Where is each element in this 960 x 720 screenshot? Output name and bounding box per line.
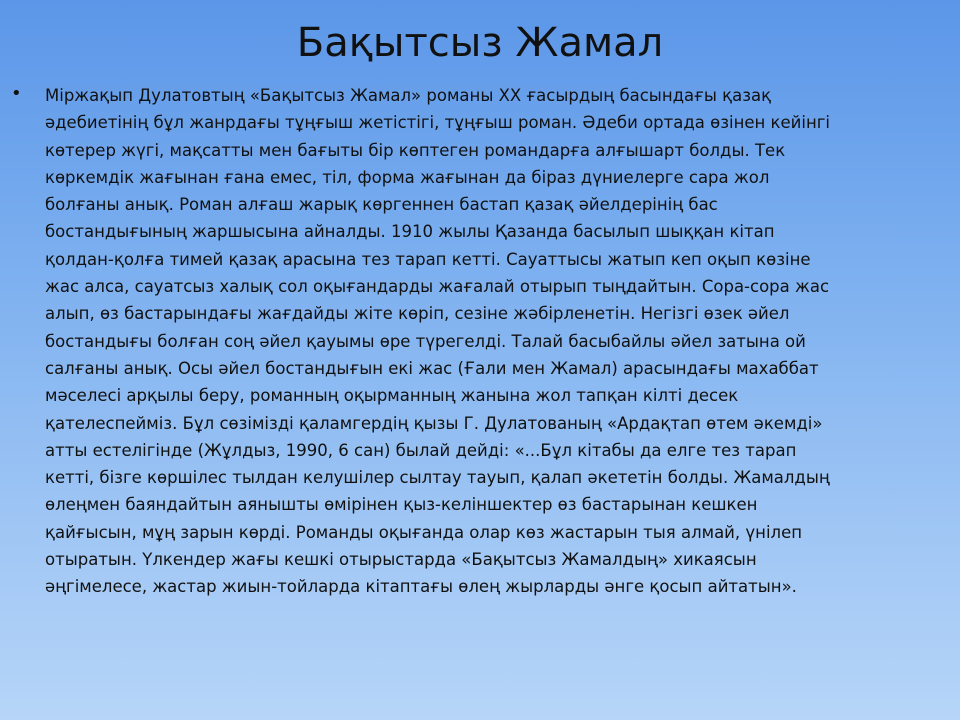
paragraph-line: болғаны анық. Роман алғаш жарық көргеннен бастап қазақ әйелдерінің бас xyxy=(45,195,718,215)
bullet-marker: • xyxy=(11,83,22,104)
paragraph-line: қателеспейміз. Бұл сөзімізді қаламгердің қызы Г. Дулатованың «Ардақтап өтем әкемді» xyxy=(45,413,823,433)
paragraph-line: кетті, бізге көршілес тылдан келушілер сылтау тауып, қалап әкететін болды. Жамалдың xyxy=(45,468,830,488)
paragraph-line: бостандығының жаршысына айналды. 1910 жылы Қазанда басылып шыққан кітап xyxy=(45,222,775,242)
paragraph-line: мәселесі арқылы беру, романның оқырманның жанына жол тапқан кілті десек xyxy=(45,386,739,406)
paragraph-line: қайғысын, мұң зарын көрді. Романды оқығанда олар көз жастарын тыя алмай, үнілеп xyxy=(45,522,803,542)
paragraph-line: бостандығы болған соң әйел қауымы өре түрегелді. Талай басыбайлы әйел затына ой xyxy=(45,331,806,351)
paragraph-line: отыратын. Үлкендер жағы кешкі отырыстарда «Бақытсыз Жамалдың» хикаясын xyxy=(45,550,757,570)
paragraph-line: атты естелігінде (Жұлдыз, 1990, 6 сан) былай дейді: «...Бұл кітабы да елге тез тарап xyxy=(45,440,797,460)
paragraph-line: қолдан-қолға тимей қазақ арасына тез тарап кетті. Сауаттысы жатып кеп оқып көзіне xyxy=(45,249,811,269)
paragraph-line: салғаны анық. Осы әйел бостандығын екі жас (Ғали мен Жамал) арасындағы махаббат xyxy=(45,358,819,378)
paragraph-line: Міржақып Дулатовтың «Бақытсыз Жамал» романы XX ғасырдың басындағы қазақ xyxy=(45,86,772,105)
paragraph-line: көтерер жүгі, мақсатты мен бағыты бір көптеген романдарға алғышарт болды. Тек xyxy=(45,140,786,160)
paragraph-line: алып, өз бастарындағы жағдайды жіте көріп, сезіне жәбірленетін. Негізгі өзек әйел xyxy=(45,304,790,324)
body-paragraph xyxy=(45,82,937,601)
paragraph-line: өлеңмен баяндайтын аянышты өмірінен қыз-келіншектер өз бастарынан кешкен xyxy=(45,495,758,515)
paragraph-line: жас алса, сауатсыз халық сол оқығандарды жағалай отырып тыңдайтын. Сора-сора жас xyxy=(45,277,830,297)
paragraph-line: көркемдік жағынан ғана емес, тіл, форма жағынан да біраз дүниелерге сара жол xyxy=(45,167,770,187)
slide-title: Бақытсыз Жамал xyxy=(296,20,664,66)
paragraph-line: әңгімелесе, жастар жиын-тойларда кітаптағы өлең жырларды әнге қосып айтатын». xyxy=(45,577,797,597)
paragraph-line: әдебиетінің бұл жанрдағы тұңғыш жетістігі, тұңғыш роман. Әдеби ортада өзінен кейінгі xyxy=(45,113,831,133)
